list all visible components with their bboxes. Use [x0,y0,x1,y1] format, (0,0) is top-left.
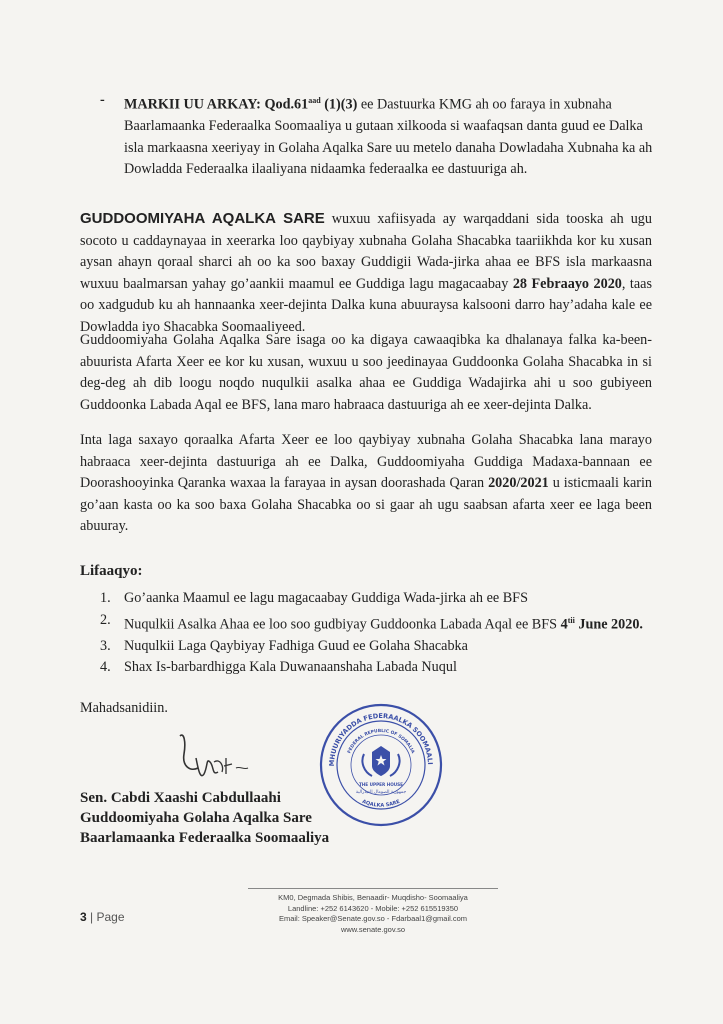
paragraph-3-year: 2020/2021 [488,475,549,491]
list-item [100,610,660,636]
paragraph-1-text: wuxuu xafiisyada ay warqaddani sida tooska ah ugu socoto u caddaynayaa in xeerarka loo qaybiyay xubnaha Golaha Shacabka taariikhda kor ku xusan aysan ahayn qoraal sharci ah oo ka soo baxay Guddigii Wada-jirka ahaa ee BFS isla markaasna wuxuu baalmarsan yahay go’aankii maamul ee Guddiga lagu magacaabay [80,211,652,292]
paragraph-1-text-end: , taas oo xadgudub ku ah hannaanka xeer-dejinta Dalka kuna abuuraysa kalsooni darro hay’adaha kale ee Dowladda iyo Shacabka Soomaaliyeed. [80,275,652,335]
footer-contact [248,888,498,935]
attachments-heading: Lifaaqyo: [80,563,143,579]
signer-title: Guddoomiyaha Golaha Aqalka Sare [80,810,312,826]
list-item [100,588,660,610]
preamble-ref: (1)(3) [320,96,358,113]
signer-name: Sen. Cabdi Xaashi Cabdullaahi [80,790,281,806]
preamble-text [124,90,660,181]
preamble-sup: aad [308,96,321,105]
list-item-text: Nuqulkii Asalka Ahaa ee loo soo gudbiyay Guddoonka Labada Aqal ee BFS [124,616,561,633]
footer-email: Email: Speaker@Senate.gov.so - Fdarbaal1@gmail.com [278,914,468,923]
seal-bottom-text: AQALKA SARE [361,798,401,809]
list-item-number: 3. [100,637,111,654]
handwritten-signature [176,728,266,793]
paragraph-3-text-end: u isticmaali karin go’aan kasta oo ka soo baxa Golaha Shacabka oo si gaar ah ugu saabsan afarta xeer ee laga been abuuray. [80,475,652,534]
list-item-sup: tii [567,615,575,625]
list-item [100,657,660,679]
paragraph-3 [80,430,652,538]
paragraph-1-lead: GUDDOOMIYAHA AQALKA SARE [80,210,325,227]
list-item-text: Shax Is-barbardhigga Kala Duwanaanshaha Labada Nuqul [124,659,457,676]
emblem-icon [362,746,399,776]
footer-website: www.senate.gov.so [340,924,406,934]
list-item-text: Go’aanka Maamul ee lagu magacaabay Guddiga Wada-jirka ah ee BFS [124,590,528,606]
seal-inner-text: FEDERAL REPUBLIC OF SOMALIA [347,728,415,755]
page-number-separator: | [86,910,97,924]
paragraph-3-text: Inta laga saxayo qoraalka Afarta Xeer ee loo qaybiyay xubnaha Golaha Shacabka lana marayo habraaca xeer-dejinta dastuuriga ah ee Dalka, Guddoomiyaha Guddiga Madaxa-bannaan ee Doorashooyinka Qaranka waxaa la farayaa in aysan doorashada Qaran [80,432,652,491]
signer-block [80,788,329,848]
page-number-value: 3 [80,910,87,924]
list-item-number: 1. [100,590,111,606]
preamble-body: ee Dastuurka KMG ah oo faraya in xubnaha Baarlamaanka Federaalka Soomaaliya u gutaan xilkooda si waafaqsan danta guud ee Dalka isla markaasna xeeriyay in Golaha Aqalka Sare uu metelo danaha Dowladaha Xubnaha ka ah Dowladda Federaalka ilaaliyana nidaamka federaalka ee dastuuriga ah. [124,96,653,178]
closing-text: Mahadsanidiin. [80,700,168,716]
seal-house-text: THE UPPER HOUSE [358,782,404,787]
footer-address: KM0, Degmada Shibis, Benaadir- Muqdisho- Soomaaliya [278,893,468,902]
list-item [100,636,660,658]
list-item-text: Nuqulkii Laga Qaybiyay Fadhiga Guud ee Golaha Shacabka [124,637,468,654]
page-number [80,910,125,924]
page-number-label: Page [96,910,125,924]
bullet-dash: - [100,92,105,108]
paragraph-1 [80,208,652,338]
list-item-date: 4 [560,616,568,633]
footer-phones: Landline: +252 6143620 - Mobile: +252 615519350 [287,903,459,913]
list-item-date-end: June 2020. [574,616,643,633]
paragraph-2: Guddoomiyaha Golaha Aqalka Sare isaga oo ka digaya cawaaqibka ka dhalanaya falka ka-been-abuurista Afarta Xeer ee kor ku xusan, wuxuu u soo jeedinayaa Guddoonka Golaha Shacabka in si deg-deg ah dib loogu noqdo nuqulkii asalka ahaa ee Guddiga Wadajirka ahi u soo gubiyeen Guddoonka Labada Aqal ee BFS, lana maro habraaca dastuuriga ah ee xeer-dejinta Dalka. [80,332,652,413]
list-item-number: 2. [100,611,111,628]
preamble-bullet [100,90,660,181]
seal-outer-text: MHUURIYADDA FEDERAALKA SOOMAALI [327,711,435,767]
seal-arabic-text: جمهورية الصومال الفيدرالية [355,790,407,795]
signer-organization: Baarlamaanka Federaalka Soomaaliya [80,830,330,846]
attachments-list [100,588,660,679]
paragraph-1-date: 28 Febraayo 2020 [512,275,622,292]
preamble-lead: MARKII UU ARKAY: Qod.61 [124,96,309,113]
official-seal [316,700,446,835]
list-item-number: 4. [100,659,111,676]
